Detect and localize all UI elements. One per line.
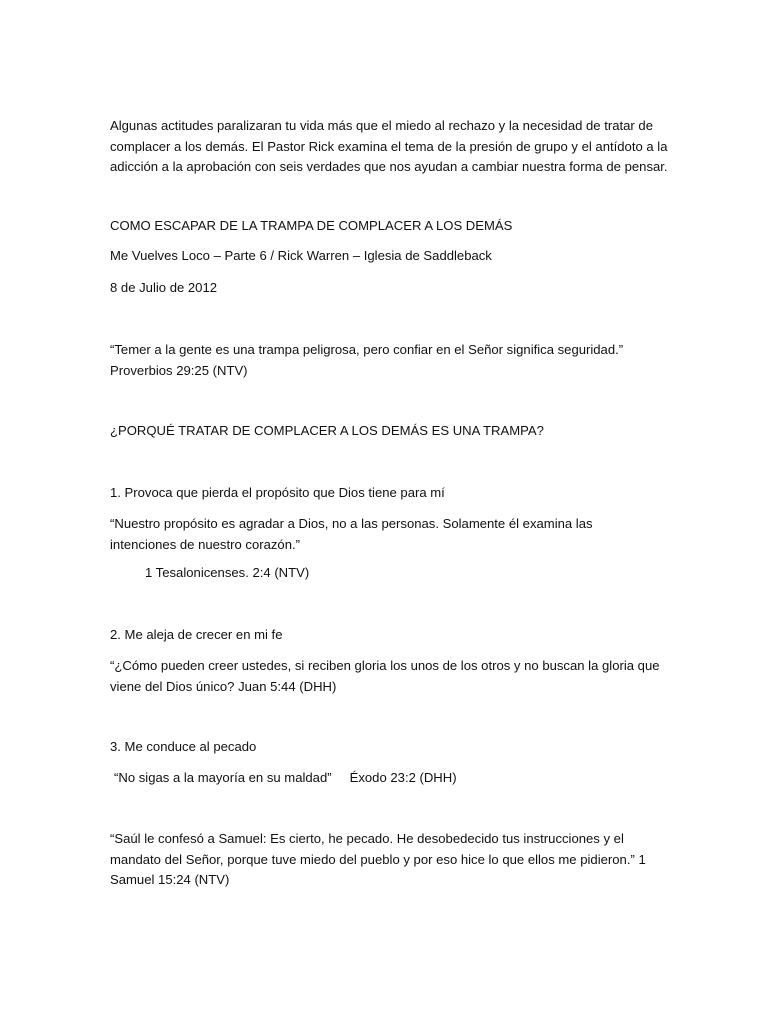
point-3-verse-text: “No sigas a la mayoría en su maldad” [114,770,332,785]
sermon-series: Me Vuelves Loco – Parte 6 / Rick Warren – Iglesia de Saddleback [110,248,492,263]
sermon-date: 8 de Julio de 2012 [110,280,218,295]
main-verse-ref: Proverbios 29:25 (NTV) [110,362,248,378]
point-3-verse [114,768,674,789]
point-1-heading: 1. Provoca que pierda el propósito que Dios tiene para mí [110,485,445,500]
point-2-verse: “¿Cómo pueden creer ustedes, si reciben gloria los unos de los otros y no buscan la gloria que viene del Dios único? Juan 5:44 (DHH) [110,658,660,694]
point-1-verse: “Nuestro propósito es agradar a Dios, no a las personas. Solamente él examina las intenciones de nuestro corazón.” [110,516,593,552]
point-1-ref: 1 Tesalonicenses. 2:4 (NTV) [145,565,310,580]
intro-paragraph: Algunas actitudes paralizaran tu vida más que el miedo al rechazo y la necesidad de tratar de complacer a los demás. El Pastor Rick examina el tema de la presión de grupo y el antídoto a la adicción a la aprobación con seis verdades que nos ayudan a cambiar nuestra forma de pensar. [110,118,668,174]
sermon-title: COMO ESCAPAR DE LA TRAMPA DE COMPLACER A LOS DEMÁS [110,218,513,233]
point-3-verse-2: “Saúl le confesó a Samuel: Es cierto, he pecado. He desobedecido tus instrucciones y el mandato del Señor, porque tuve miedo del pueblo y por eso hice lo que ellos me pidieron.” 1 Samuel 15:24 (NTV) [110,831,646,887]
section-question: ¿PORQUÉ TRATAR DE COMPLACER A LOS DEMÁS ES UNA TRAMPA? [110,423,544,438]
point-2-heading: 2. Me aleja de crecer en mi fe [110,627,283,642]
main-verse [110,340,670,381]
main-verse-text: “Temer a la gente es una trampa peligrosa, pero confiar en el Señor significa seguridad.” [110,342,624,357]
point-3-heading: 3. Me conduce al pecado [110,739,257,754]
point-3-verse-ref: Éxodo 23:2 (DHH) [349,770,457,785]
